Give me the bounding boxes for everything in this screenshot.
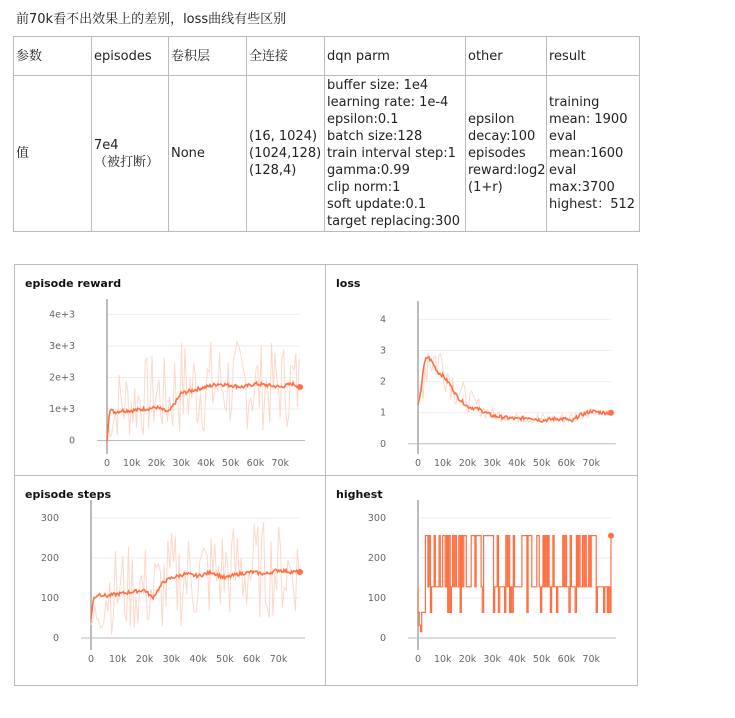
last-value-dot — [297, 384, 303, 390]
x-tick-label: 70k — [582, 458, 601, 469]
episodes-value: 7e4 — [94, 137, 119, 153]
dqn-line: clip norm:1 — [327, 180, 401, 195]
table-row — [14, 76, 640, 232]
episodes-note: （被打断） — [94, 154, 160, 170]
episode-steps-chart — [15, 476, 325, 685]
x-tick-label: 40k — [508, 654, 526, 665]
page-heading: 前70k看不出效果上的差别，loss曲线有些区别 — [16, 12, 287, 27]
chart-title: episode reward — [25, 277, 122, 290]
dqn-line: soft update:0.1 — [327, 197, 427, 212]
dqn-line: train interval step:1 — [327, 146, 456, 161]
y-tick-label: 300 — [367, 513, 386, 524]
x-tick-label: 0 — [87, 654, 95, 665]
x-tick-label: 30k — [162, 654, 181, 665]
loss-chart — [326, 265, 637, 475]
x-tick-label: 0 — [103, 458, 111, 469]
fc-line: (128,4) — [249, 163, 297, 178]
x-tick-label: 20k — [135, 654, 154, 665]
y-tick-label: 2 — [379, 376, 386, 388]
header-cell: 全连接 — [247, 37, 325, 76]
x-tick-label: 70k — [271, 458, 290, 469]
x-tick-label: 10k — [433, 654, 452, 665]
x-tick-label: 30k — [172, 458, 191, 469]
result-line: eval — [549, 163, 577, 178]
x-tick-label: 50k — [221, 458, 240, 469]
x-tick-label: 0 — [414, 458, 422, 469]
dqn-line: gamma:0.99 — [327, 163, 410, 178]
header-cell: 参数 — [14, 37, 92, 76]
dqn-line: buffer size: 1e4 — [327, 78, 429, 93]
x-tick-label: 50k — [532, 654, 551, 665]
raw-series-line — [91, 522, 299, 634]
result-line: mean: 1900 — [549, 112, 628, 127]
last-value-dot — [608, 533, 614, 539]
row-label: 值 — [14, 76, 92, 232]
header-cell: episodes — [92, 37, 169, 76]
last-value-dot — [297, 569, 303, 575]
y-tick-label: 2e+3 — [49, 372, 75, 384]
y-tick-label: 0 — [52, 633, 59, 644]
y-tick-label: 300 — [40, 513, 59, 524]
dqn-line: epsilon:0.1 — [327, 112, 399, 127]
fc-cell — [247, 76, 325, 232]
dqn-line: learning rate: 1e-4 — [327, 95, 449, 110]
x-tick-label: 30k — [483, 458, 502, 469]
y-tick-label: 1e+3 — [49, 404, 75, 416]
conv-cell: None — [169, 76, 247, 232]
x-tick-label: 20k — [458, 654, 477, 665]
charts-screenshot — [14, 264, 638, 686]
result-line: highest：512 — [549, 197, 636, 212]
x-tick-label: 50k — [532, 458, 551, 469]
fc-line: (16, 1024) — [249, 129, 318, 144]
y-tick-label: 200 — [367, 553, 386, 564]
chart-panel-highest — [326, 476, 637, 685]
chart-panel-episode-steps — [15, 476, 326, 685]
last-value-dot — [608, 410, 614, 416]
chart-panel-episode-reward — [15, 265, 326, 476]
result-cell — [547, 76, 640, 232]
header-cell: 卷积层 — [169, 37, 247, 76]
other-line: decay:100 — [468, 129, 536, 144]
chart-title: loss — [336, 277, 361, 290]
x-tick-label: 60k — [242, 654, 261, 665]
x-tick-label: 40k — [189, 654, 207, 665]
y-tick-label: 100 — [40, 593, 59, 604]
x-tick-label: 20k — [458, 458, 477, 469]
highest-chart — [326, 476, 637, 685]
other-line: (1+r) — [468, 180, 503, 195]
y-tick-label: 3 — [379, 345, 386, 357]
x-tick-label: 10k — [433, 458, 452, 469]
dqn-line: target replacing:300 — [327, 214, 460, 229]
highest-series-line — [418, 536, 611, 632]
y-tick-label: 4 — [379, 314, 386, 326]
episode-reward-chart — [15, 265, 325, 475]
episodes-cell — [92, 76, 169, 232]
result-line: training — [549, 95, 600, 110]
x-tick-label: 40k — [197, 458, 215, 469]
chart-panel-loss — [326, 265, 637, 476]
other-line: epsilon — [468, 112, 515, 127]
x-tick-label: 10k — [108, 654, 127, 665]
x-tick-label: 30k — [483, 654, 502, 665]
other-line: episodes — [468, 146, 526, 161]
x-tick-label: 70k — [582, 654, 601, 665]
header-cell: dqn parm — [325, 37, 466, 76]
x-tick-label: 0 — [414, 654, 422, 665]
fc-line: (1024,128) — [249, 146, 322, 161]
y-tick-label: 0 — [379, 633, 386, 644]
dqn-line: batch size:128 — [327, 129, 423, 144]
other-cell — [466, 76, 547, 232]
x-tick-label: 60k — [557, 654, 576, 665]
x-tick-label: 20k — [147, 458, 166, 469]
result-line: eval — [549, 129, 577, 144]
x-tick-label: 70k — [269, 654, 288, 665]
params-table — [13, 36, 640, 232]
x-tick-label: 50k — [216, 654, 234, 665]
y-tick-label: 3e+3 — [49, 340, 75, 352]
smoothed-series-line — [418, 357, 611, 422]
y-tick-label: 100 — [367, 593, 386, 604]
result-line: mean:1600 — [549, 146, 624, 161]
chart-title: highest — [336, 488, 383, 501]
x-tick-label: 10k — [122, 458, 141, 469]
y-tick-label: 200 — [40, 553, 59, 564]
header-cell: result — [547, 37, 640, 76]
chart-title: episode steps — [25, 488, 112, 501]
dqn-parm-cell — [325, 76, 466, 232]
header-cell: other — [466, 37, 547, 76]
other-line: reward:log2 — [468, 163, 546, 178]
raw-series-line — [107, 342, 299, 437]
x-tick-label: 40k — [508, 458, 526, 469]
x-tick-label: 60k — [557, 458, 576, 469]
y-tick-label: 0 — [68, 435, 75, 447]
x-tick-label: 60k — [246, 458, 265, 469]
y-tick-label: 4e+3 — [49, 309, 75, 321]
y-tick-label: 1 — [379, 407, 386, 419]
table-header-row — [14, 37, 640, 76]
result-line: max:3700 — [549, 180, 615, 195]
y-tick-label: 0 — [379, 438, 386, 450]
